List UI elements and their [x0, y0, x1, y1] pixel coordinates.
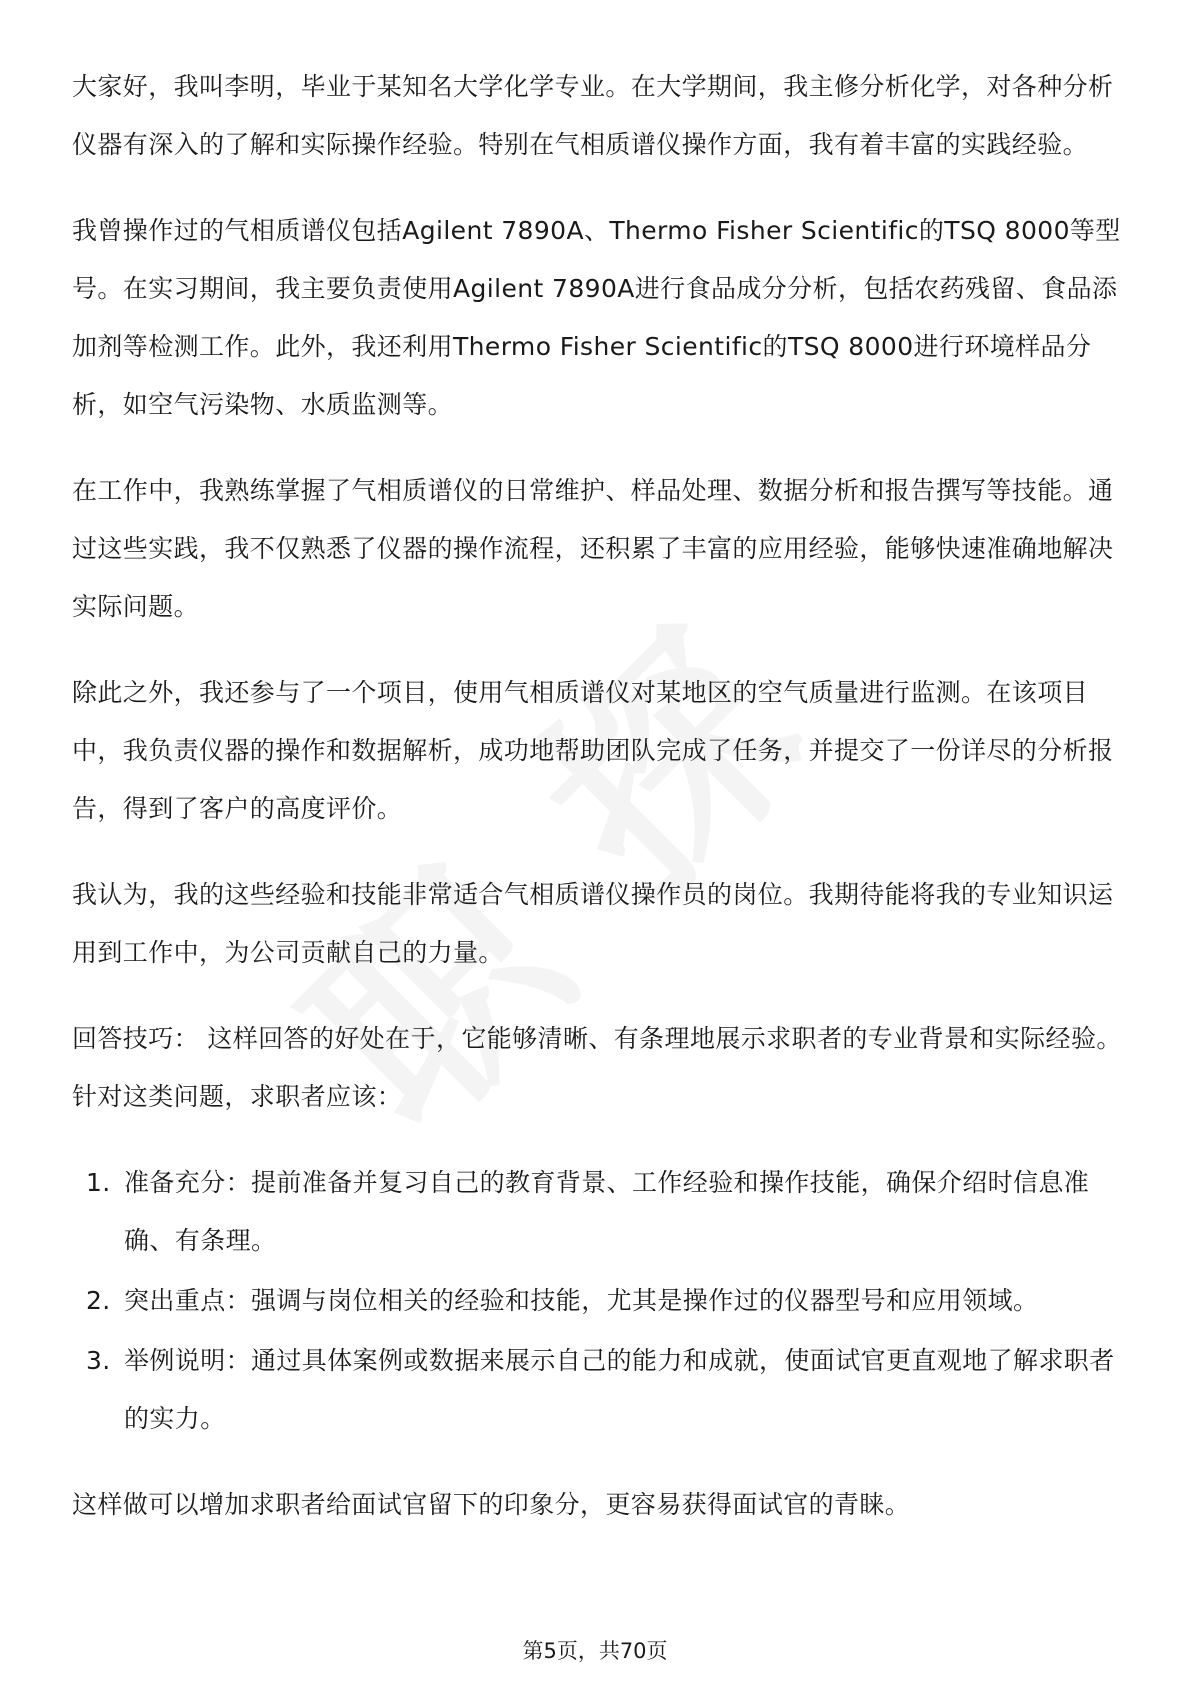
list-item-number: 1.: [86, 1168, 111, 1197]
document-body: [72, 58, 1132, 1562]
list-item: [72, 1332, 1132, 1448]
list-item-text: 突出重点：强调与岗位相关的经验和技能，尤其是操作过的仪器型号和应用领域。: [124, 1286, 1039, 1315]
list-item: [72, 1272, 1132, 1330]
list-item-number: 2.: [86, 1286, 111, 1315]
tips-list: [72, 1154, 1132, 1448]
list-item-text: 准备充分：提前准备并复习自己的教育背景、工作经验和操作技能，确保介绍时信息准确、有条理。: [124, 1168, 1090, 1255]
paragraph-project: 除此之外，我还参与了一个项目，使用气相质谱仪对某地区的空气质量进行监测。在该项目中，我负责仪器的操作和数据解析，成功地帮助团队完成了任务，并提交了一份详尽的分析报告，得到了客户的高度评价。: [72, 678, 1114, 823]
paragraph-tips-intro: 回答技巧： 这样回答的好处在于，它能够清晰、有条理地展示求职者的专业背景和实际经验。针对这类问题，求职者应该：: [72, 1024, 1122, 1111]
page-number: 第5页，共70页: [522, 1639, 668, 1663]
paragraph-intro: 大家好，我叫李明，毕业于某知名大学化学专业。在大学期间，我主修分析化学，对各种分析仪器有深入的了解和实际操作经验。特别在气相质谱仪操作方面，我有着丰富的实践经验。: [72, 72, 1114, 159]
list-item-text: 举例说明：通过具体案例或数据来展示自己的能力和成就，使面试官更直观地了解求职者的实力。: [124, 1346, 1115, 1433]
list-item-number: 3.: [86, 1346, 111, 1375]
list-item: [72, 1154, 1132, 1270]
paragraph-skills: 在工作中，我熟练掌握了气相质谱仪的日常维护、样品处理、数据分析和报告撰写等技能。通过这些实践，我不仅熟悉了仪器的操作流程，还积累了丰富的应用经验，能够快速准确地解决实际问题。: [72, 476, 1114, 621]
paragraph-fit: 我认为，我的这些经验和技能非常适合气相质谱仪操作员的岗位。我期待能将我的专业知识运用到工作中，为公司贡献自己的力量。: [72, 880, 1114, 967]
paragraph-instruments: 我曾操作过的气相质谱仪包括Agilent 7890A、Thermo Fisher Scientific的TSQ 8000等型号。在实习期间，我主要负责使用Agilent 7890A进行食品成分分析，包括农药残留、食品添加剂等检测工作。此外，我还利用Thermo Fisher Scientific的TSQ 8000进行环境样品分析，如空气污染物、水质监测等。: [72, 216, 1121, 419]
paragraph-conclusion: 这样做可以增加求职者给面试官留下的印象分，更容易获得面试官的青睐。: [72, 1490, 911, 1519]
